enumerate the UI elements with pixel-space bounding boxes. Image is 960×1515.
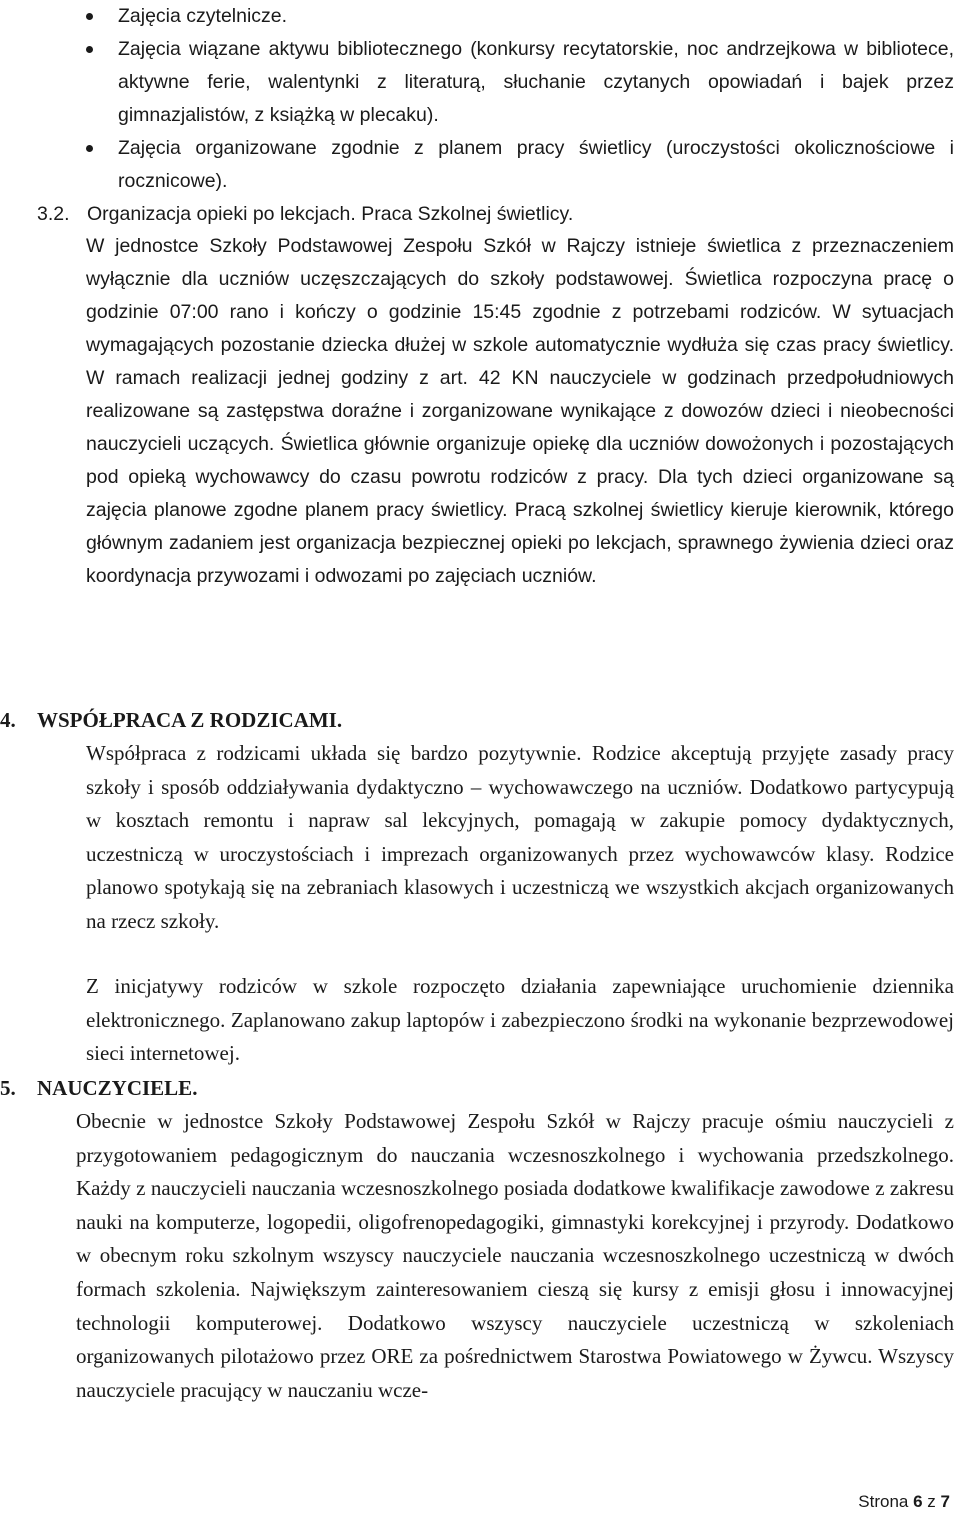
total-pages-number: 7 (940, 1492, 950, 1511)
list-item-text: Zajęcia organizowane zgodnie z planem pracy świetlicy (uroczystości okolicznościowe i rocznicowe). (118, 137, 954, 192)
bullet-icon (86, 145, 93, 152)
list-item-text: Zajęcia wiązane aktywu bibliotecznego (konkursy recytatorskie, noc andrzejkowa w bibliotece, aktywne ferie, walentynki z literaturą, słuchanie czytanych opowiadań i bajek przez gimnazjalistów, z książką w plecaku). (118, 38, 954, 126)
page-label: Strona (858, 1492, 909, 1511)
page-footer (858, 1492, 950, 1512)
list-item (86, 33, 954, 132)
bullet-icon (86, 46, 93, 53)
section-4-paragraph-2: Z inicjatywy rodziców w szkole rozpoczęto działania zapewniające uruchomienie dziennika elektronicznego. Zaplanowano zakup laptopów i zabezpieczono środki na wykonanie bezprzewodowej sieci internetowej. (86, 974, 954, 1066)
page-separator: z (927, 1492, 936, 1511)
section-5-heading (0, 1072, 197, 1106)
section-number: 4. (0, 708, 16, 732)
section-4-heading (0, 704, 342, 738)
list-item (86, 132, 954, 198)
activity-bullet-list (86, 0, 954, 198)
list-item (86, 0, 954, 33)
section-title: Organizacja opieki po lekcjach. Praca Szkolnej świetlicy. (87, 203, 574, 225)
bullet-icon (86, 13, 93, 20)
section-5-paragraph: Obecnie w jednostce Szkoły Podstawowej Zespołu Szkół w Rajczy pracuje ośmiu nauczycieli z przygotowaniem pedagogicznym do nauczania wczesnoszkolnego i wychowania przedszkolnego. Każdy z nauczycieli nauczania wczesnoszkolnego posiada dodatkowe kwalifikacje zawodowe z zakresu nauki na komputerze, logopedii, oligofrenopedagogiki, gimnastyki korekcyjnej i przyrody. Dodatkowo w obecnym roku szkolnym wszyscy nauczyciele nauczania wczesnoszkolnego uczestniczą w dwóch formach szkolenia. Największym zainteresowaniem cieszą się kursy z emisji głosu i innowacyjnej technologii komputerowej. Dodatkowo wszyscy nauczyciele uczestniczą w szkoleniach organizowanych pilotażowo przez ORE za pośrednictwem Starostwa Powiatowego w Żywcu. Wszyscy nauczyciele pracujący w nauczaniu wcze- (76, 1109, 954, 1402)
current-page-number: 6 (913, 1492, 923, 1511)
section-number: 5. (0, 1076, 16, 1100)
section-3-2-heading (37, 198, 937, 231)
section-title: WSPÓŁPRACA Z RODZICAMI. (37, 708, 343, 732)
section-3-2-paragraph: W jednostce Szkoły Podstawowej Zespołu Szkół w Rajczy istnieje świetlica z przeznaczeniem wyłącznie dla uczniów uczęszczających do szkoły podstawowej. Świetlica rozpoczyna pracę o godzinie 07:00 rano i kończy o godzinie 15:45 zgodnie z potrzebami rodziców. W sytuacjach wymagających pozostanie dziecka dłużej w szkole automatycznie wydłuża się czas pracy świetlicy. W ramach realizacji jednej godziny z art. 42 KN nauczyciele w godzinach przedpołudniowych realizowane są zastępstwa doraźne i zorganizowane wynikające z dowozów dzieci i nieobecności nauczycieli uczących. Świetlica głównie organizuje opiekę dla uczniów dowożonych i pozostających pod opieką wychowawcy do czasu powrotu rodziców z pracy. Dla tych dzieci organizowane są zajęcia planowe zgodne planem pracy świetlicy. Pracą szkolnej świetlicy kieruje kierownik, którego głównym zadaniem jest organizacja bezpiecznej opieki po lekcjach, sprawnego żywienia dzieci oraz koordynacja przywozami i odwozami po zajęciach uczniów. (86, 235, 954, 587)
list-item-text: Zajęcia czytelnicze. (118, 5, 288, 27)
section-4-paragraph-1: Współpraca z rodzicami układa się bardzo pozytywnie. Rodzice akceptują przyjęte zasady pracy szkoły i sposób oddziaływania dydaktyczno – wychowawczego na uczniów. Dodatkowo partycypują w kosztach remontu i napraw sal lekcyjnych, pomagają w zakupie pomocy dydaktycznych, uczestniczą w uroczystościach i imprezach organizowanych przez wychowawców klasy. Rodzice planowo spotykają się na zebraniach klasowych i uczestniczą we wszystkich akcjach organizowanych na rzecz szkoły. (86, 741, 954, 933)
section-number: 3.2. (37, 203, 70, 225)
section-title: NAUCZYCIELE. (37, 1076, 198, 1100)
